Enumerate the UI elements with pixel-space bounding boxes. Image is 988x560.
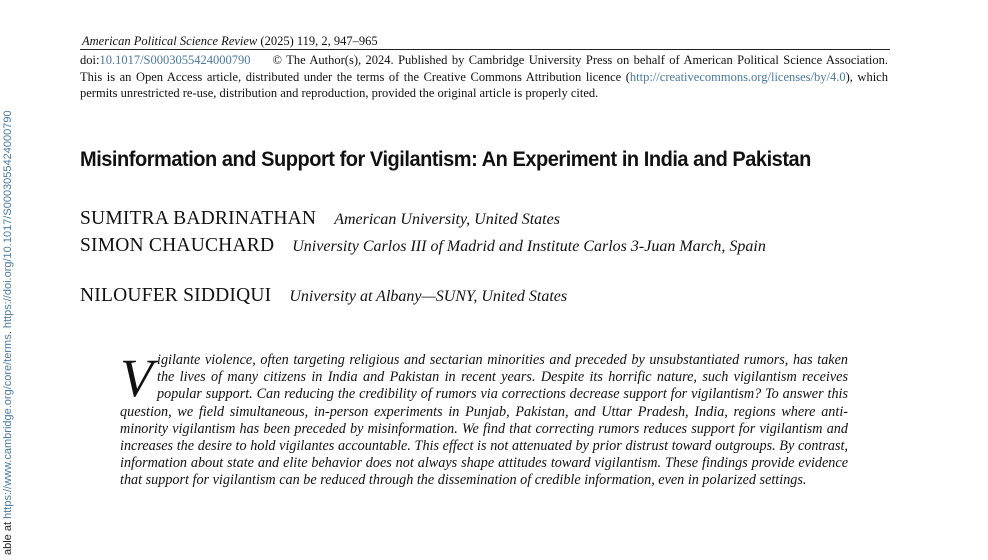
author-line	[80, 207, 890, 231]
license-link[interactable]: http://creativecommons.org/licenses/by/4.0	[629, 69, 846, 84]
author-affiliation: University at Albany—SUNY, United States	[289, 288, 568, 305]
author-affiliation: University Carlos III of Madrid and Institute Carlos 3-Juan March, Spain	[292, 238, 766, 255]
doi-prefix: doi:	[80, 53, 100, 67]
side-terms-link[interactable]: https://www.cambridge.org/core/terms	[2, 334, 14, 519]
author-line	[80, 284, 890, 308]
abstract-text: igilante violence, often targeting religious and sectarian minorities and preceded by unsubstantiated rumors, has taken the lives of many citizens in India and Pakistan in recent years. Despite its horrific nature, such vigilantism receives popular support. Can reducing the credibility of rumors via corrections decrease support for vigilantism? To answer this question, we field simultaneous, in-person experiments in Punjab, Pakistan, and Uttar Pradesh, India, regions where anti-minority vigilantism has been preceded by misinformation. We find that correcting rumors reduces support for vigilantism and increases the desire to hold vigilantes accountable. This effect is not attenuated by prior distrust toward outgroups. By contrast, information about state and elite behavior does not always shape attitudes toward vigilantism. These findings provide evidence that support for vigilantism can be reduced through the dissemination of credible information, even in polarized settings.	[120, 352, 848, 489]
side-download-strip	[0, 0, 18, 560]
author-name: SIMON CHAUCHARD	[80, 235, 275, 256]
author-name: NILOUFER SIDDIQUI	[80, 285, 272, 306]
abstract-dropcap: V	[120, 348, 153, 408]
side-middle: .	[2, 328, 14, 335]
doi-link[interactable]: 10.1017/S0003055424000790	[99, 53, 251, 67]
license-tail: ), which permits unrestricted re-use, distribution and reproduction, provided the original article is properly cited.	[80, 69, 888, 100]
article-title: Misinformation and Support for Vigilantism: An Experiment in India and Pakistan	[80, 147, 811, 171]
side-doi-link[interactable]: https://doi.org/10.1017/S0003055424000790	[2, 110, 14, 329]
abstract	[120, 348, 848, 490]
author-affiliation: American University, United States	[334, 211, 560, 228]
journal-citation	[82, 34, 378, 49]
side-terms-text	[2, 110, 15, 555]
header-rule	[80, 49, 890, 50]
journal-name: American Political Science Review	[82, 34, 258, 48]
author-name: SUMITRA BADRINATHAN	[80, 208, 317, 229]
license-block	[80, 52, 888, 102]
side-prefix: able at	[2, 518, 14, 555]
author-line	[80, 234, 890, 258]
copyright-text: © The Author(s), 2024. Published by Cambridge University Press on behalf of American Political Science Association. This is an Open Access article, distributed under the terms of the Creative Commons Attribution licence (	[80, 53, 888, 84]
journal-volume-pages: (2025) 119, 2, 947–965	[260, 34, 378, 48]
